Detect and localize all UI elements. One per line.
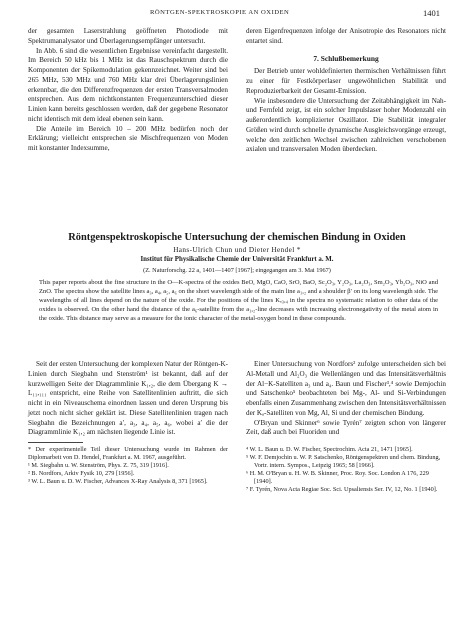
- footnote: ⁴ W. L. Baun u. D. W. Fischer, Spectrochim. Acta 21, 1471 [1965].: [246, 446, 413, 453]
- paragraph: Seit der ersten Untersuchung der komplexen Natur der Röntgen-K-Linien durch Siegbahn und Stenström¹ ist bekannt, daß auf der kurzwelligen Seite der Diagrammlinie K₁,₂, die dem Übergang K → L₁₁,₁₁₁ entspricht, eine Reihe von Satellitenlinien auftritt, die sich nicht in ein Niveauschema einordnen lassen und deren Ursprung bis jetzt noch nicht sicher geklärt ist. Diese Satellitenlinien tragen nach Siegbahn die Bezeichnungen a′, a₃, a₄, a₅, a₆, wobei a′ die der Diagrammlinie K₁,₂ am nächsten liegende Linie ist.: [28, 360, 228, 437]
- paragraph: O'Bryan und Skinner⁶ sowie Tyrén⁷ zeigten schon von längerer Zeit, daß auch bei Fluoriden und: [246, 418, 446, 437]
- footnote: ⁷ F. Tyrén, Nova Acta Regiae Soc. Sci. Upsaliensis Ser. IV, 12, No. 1 [1940].: [246, 486, 438, 493]
- received-date: (Z. Naturforschg. 22 a, 1401—1407 [1967]; eingegangen am 3. Mai 1967): [143, 267, 331, 274]
- running-head: [0, 9, 474, 21]
- left-column-bottom: [28, 360, 228, 486]
- paragraph: deren Eigenfrequenzen infolge der Anisotropie des Resonators nicht entartet sind.: [246, 27, 446, 45]
- right-column-bottom: [246, 360, 446, 494]
- paragraph: Die Anteile im Bereich 10 – 200 MHz bedürfen noch der Erklärung; vielleicht entsprechen sie Mischfrequenzen von Moden mit konstanter Indexsumme,: [28, 124, 228, 152]
- footnote: ⁶ H. M. O'Bryan u. H. W. B. Skinner, Proc. Roy. Soc. London A 176, 229 [1940].: [246, 470, 429, 485]
- footnote-divider: [28, 442, 83, 443]
- right-column-top: [246, 27, 446, 155]
- footnote: ¹ M. Siegbahn u. W. Stenström, Phys. Z. 75, 319 [1916].: [28, 462, 169, 469]
- paragraph: Der Betrieb unter wohldefinierten thermischen Verhältnissen führt zu einer für Festkörperlaser ungewöhnlichen Stabilität und Reproduzierbarkeit der Gesamt-Emission.: [246, 67, 446, 95]
- article-title: Röntgenspektroskopische Untersuchung der chemischen Bindung in Oxiden: [68, 232, 406, 243]
- article-authors: Hans-Ulrich Chun und Dieter Hendel *: [173, 246, 301, 254]
- page-number: 1401: [423, 8, 440, 18]
- paragraph: Wie insbesondere die Untersuchung der Zeitabhängigkeit im Nah- und Fernfeld zeigt, ist ein solcher Impulslaser hoher Modenzahl ein außerordentlich komplizierter Oszillator. Die Stabilität integraler Größen wird durch schnelle dynamische Ausgleichsvorgänge erzeugt, welche den zeitlichen Wechsel zwischen zahlreichen verschobenen axialen und transversalen Moden überdecken.: [246, 96, 446, 154]
- article-institute: Institut für Physikalische Chemie der Universität Frankfurt a. M.: [140, 256, 334, 263]
- footnotes: [28, 446, 228, 486]
- running-title: RÖNTGEN-SPEKTROSKOPIE AN OXIDEN: [150, 9, 290, 16]
- left-column-top: [28, 27, 228, 154]
- section-heading: 7. Schlußbemerkung: [313, 53, 379, 63]
- paragraph: Einer Untersuchung von Nordfors² zufolge unterscheiden sich bei Al-Metall und Al₂O₃ die Wellenlängen und das Intensitätsverhältnis der Al−K-Satelliten a₃ und a₄. Baun und Fischer³,⁴ sowie Demjochin und Satschenko⁵ beobachteten bei Mg-, Al- und Si-Verbindungen ebenfalls einen Zusammenhang zwischen den Intensitätsverhältnissen der Kₐ-Satelliten von Mg, Al, Si und der chemischen Bindung.: [246, 360, 446, 417]
- footnotes: [246, 446, 446, 494]
- footnote: ² B. Nordfors, Arkiv Fysik 10, 279 [1956].: [28, 470, 135, 477]
- footnote: ⁵ W. F. Demjochin u. W. P. Satschenko, Röntgenspektren und chem. Bindung, Vortr. intern. Sympos., Leipzig 1965; 58 [1966].: [246, 454, 441, 469]
- footnote: ³ W. L. Baun u. D. W. Fischer, Advances X-Ray Analysis 8, 371 [1965].: [28, 478, 208, 485]
- abstract: This paper reports about the fine structure in the O—K-spectra of the oxides BeO, MgO, CaO, SrO, BaO, Sc₂O₃, Y₂O₃, La₂O₃, Sm₂O₃, Yb₂O₃, NiO and ZnO. The spectra show the satellite lines a₃, a₄, a₅, a₆ on the short wavelength side of the main line a₁,₂ and a shoulder β′ on its long wavelength side. The wavelengths of all lines depend on the nature of the oxide. For the positions of the lines Kₐ₃,₄ in the spectra no systematic relation to other data of the oxides is observed. On the other hand the distance of the a₆-satellite from the a₁,₂-line decreases with increasing electronegativity of the metal atom in the oxide. This distance may serve as a measure for the ionic character of the metal-oxygen bond in these compounds.: [39, 279, 438, 322]
- paragraph: der gesamten Laserstrahlung geöffneten Photodiode mit Spektrumanalysator und Überlagerungsempfänger untersucht.: [28, 27, 228, 45]
- paragraph: In Abb. 6 sind die wesentlichen Ergebnisse vereinfacht dargestellt. Im Bereich 50 kHz bis 1 MHz ist das Rauschspektrum durch die Komponenten der Spikemodulation gekennzeichnet. Weiter sind bei 265 MHz, 530 MHz und 760 MHz klar drei Überlagerungslinien erkennbar, die den Differenzfrequenzen der ersten Transversalmoden entsprechen. Aus dem nichtkonstanten Frequenzunterschied dieser Linien kann bereits geschlossen werden, daß der gegebene Resonator nicht identisch mit dem ideal ebenen sein kann.: [28, 46, 228, 123]
- footnote: * Der experimentelle Teil dieser Untersuchung wurde im Rahmen der Diplomarbeit von D. Hendel, Frankfurt a. M. 1967, ausgeführt.: [28, 446, 228, 461]
